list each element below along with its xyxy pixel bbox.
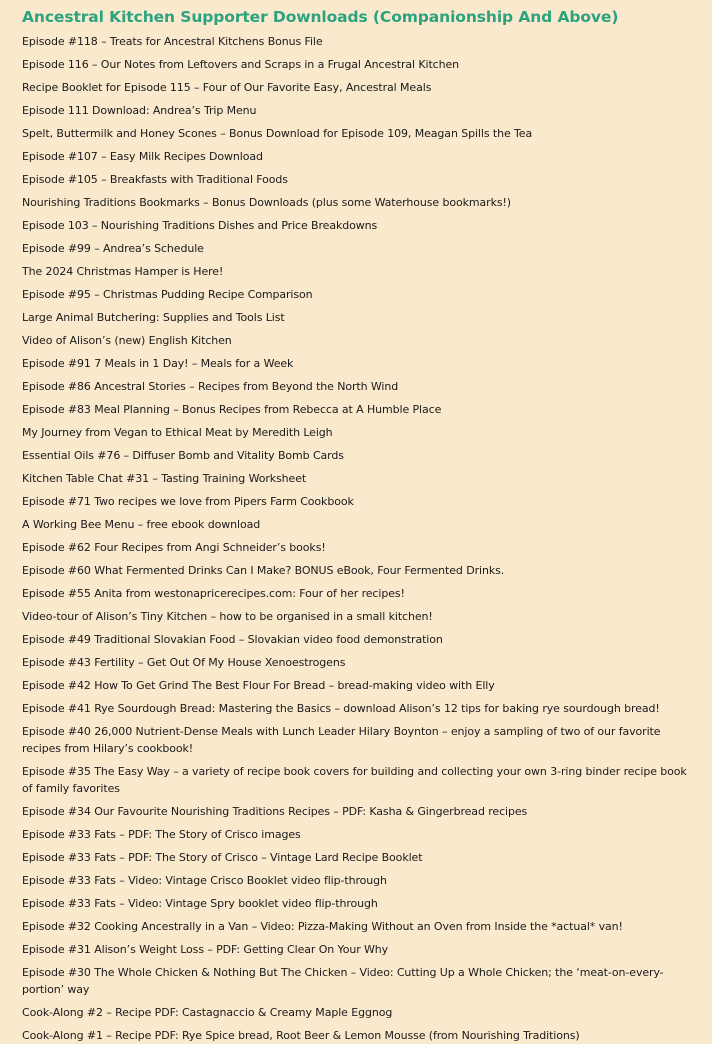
download-link[interactable]: Episode #60 What Fermented Drinks Can I Make? BONUS eBook, Four Fermented Drinks. bbox=[22, 564, 505, 577]
download-link[interactable]: Episode #107 – Easy Milk Recipes Download bbox=[22, 150, 263, 163]
list-item bbox=[22, 424, 698, 441]
list-item bbox=[22, 826, 698, 843]
list-item bbox=[22, 378, 698, 395]
download-link[interactable]: Episode #33 Fats – Video: Vintage Crisco Booklet video flip-through bbox=[22, 874, 387, 887]
download-link[interactable]: Episode #40 26,000 Nutrient-Dense Meals with Lunch Leader Hilary Boynton – enjoy a sampling of two of our favorite recipes from Hilary’s cookbook! bbox=[22, 725, 661, 755]
list-item bbox=[22, 286, 698, 303]
download-link[interactable]: Video-tour of Alison’s Tiny Kitchen – how to be organised in a small kitchen! bbox=[22, 610, 433, 623]
download-link[interactable]: Recipe Booklet for Episode 115 – Four of Our Favorite Easy, Ancestral Meals bbox=[22, 81, 432, 94]
download-link[interactable]: My Journey from Vegan to Ethical Meat by Meredith Leigh bbox=[22, 426, 333, 439]
download-link[interactable]: Episode #32 Cooking Ancestrally in a Van – Video: Pizza-Making Without an Oven from Inside the *actual* van! bbox=[22, 920, 623, 933]
download-link[interactable]: Episode #105 – Breakfasts with Traditional Foods bbox=[22, 173, 288, 186]
list-item bbox=[22, 79, 698, 96]
list-item bbox=[22, 493, 698, 510]
list-item bbox=[22, 355, 698, 372]
download-link[interactable]: Kitchen Table Chat #31 – Tasting Training Worksheet bbox=[22, 472, 307, 485]
list-item bbox=[22, 849, 698, 866]
list-item bbox=[22, 516, 698, 533]
download-link[interactable]: Episode #99 – Andrea’s Schedule bbox=[22, 242, 204, 255]
list-item bbox=[22, 33, 698, 50]
list-item bbox=[22, 763, 698, 797]
download-link[interactable]: Essential Oils #76 – Diffuser Bomb and Vitality Bomb Cards bbox=[22, 449, 344, 462]
list-item bbox=[22, 102, 698, 119]
download-link[interactable]: A Working Bee Menu – free ebook download bbox=[22, 518, 261, 531]
list-item bbox=[22, 263, 698, 280]
list-item bbox=[22, 608, 698, 625]
download-link[interactable]: Episode #35 The Easy Way – a variety of recipe book covers for building and collecting your own 3-ring binder recipe book of family favorites bbox=[22, 765, 687, 795]
list-item bbox=[22, 723, 698, 757]
download-link[interactable]: Episode #33 Fats – Video: Vintage Spry booklet video flip-through bbox=[22, 897, 378, 910]
list-item bbox=[22, 677, 698, 694]
list-item bbox=[22, 872, 698, 889]
download-link[interactable]: Video of Alison’s (new) English Kitchen bbox=[22, 334, 232, 347]
list-item bbox=[22, 895, 698, 912]
download-link[interactable]: Nourishing Traditions Bookmarks – Bonus Downloads (plus some Waterhouse bookmarks!) bbox=[22, 196, 511, 209]
list-item bbox=[22, 332, 698, 349]
download-link[interactable]: Cook-Along #1 – Recipe PDF: Rye Spice bread, Root Beer & Lemon Mousse (from Nourishing Traditions) bbox=[22, 1029, 580, 1042]
list-item bbox=[22, 447, 698, 464]
download-link[interactable]: Large Animal Butchering: Supplies and Tools List bbox=[22, 311, 285, 324]
list-item bbox=[22, 401, 698, 418]
list-item bbox=[22, 171, 698, 188]
download-link[interactable]: Cook-Along #2 – Recipe PDF: Castagnaccio & Creamy Maple Eggnog bbox=[22, 1006, 393, 1019]
download-link[interactable]: Episode #43 Fertility – Get Out Of My House Xenoestrogens bbox=[22, 656, 346, 669]
download-link[interactable]: Episode #30 The Whole Chicken & Nothing But The Chicken – Video: Cutting Up a Whole Chicken; the ‘meat-on-every-portion’ way bbox=[22, 966, 664, 996]
list-item bbox=[22, 539, 698, 556]
download-link[interactable]: Episode 111 Download: Andrea’s Trip Menu bbox=[22, 104, 257, 117]
list-item bbox=[22, 309, 698, 326]
list-item bbox=[22, 631, 698, 648]
download-link[interactable]: Episode #41 Rye Sourdough Bread: Mastering the Basics – download Alison’s 12 tips for baking rye sourdough bread! bbox=[22, 702, 660, 715]
download-link[interactable]: Episode #91 7 Meals in 1 Day! – Meals for a Week bbox=[22, 357, 294, 370]
list-item bbox=[22, 1027, 698, 1044]
download-list bbox=[22, 33, 698, 1044]
download-link[interactable]: Episode #55 Anita from westonapricerecipes.com: Four of her recipes! bbox=[22, 587, 405, 600]
list-item bbox=[22, 240, 698, 257]
section-title: Ancestral Kitchen Supporter Downloads (Companionship And Above) bbox=[22, 8, 619, 26]
download-link[interactable]: Episode #31 Alison’s Weight Loss – PDF: Getting Clear On Your Why bbox=[22, 943, 389, 956]
download-link[interactable]: Episode 103 – Nourishing Traditions Dishes and Price Breakdowns bbox=[22, 219, 378, 232]
download-link[interactable]: Episode #118 – Treats for Ancestral Kitchens Bonus File bbox=[22, 35, 323, 48]
list-item bbox=[22, 148, 698, 165]
download-link[interactable]: Episode #49 Traditional Slovakian Food – Slovakian video food demonstration bbox=[22, 633, 443, 646]
list-item bbox=[22, 941, 698, 958]
list-item bbox=[22, 470, 698, 487]
download-link[interactable]: Episode #34 Our Favourite Nourishing Traditions Recipes – PDF: Kasha & Gingerbread recipes bbox=[22, 805, 528, 818]
download-link[interactable]: Episode #33 Fats – PDF: The Story of Crisco images bbox=[22, 828, 301, 841]
list-item bbox=[22, 700, 698, 717]
download-link[interactable]: Episode #33 Fats – PDF: The Story of Crisco – Vintage Lard Recipe Booklet bbox=[22, 851, 423, 864]
download-link[interactable]: Episode 116 – Our Notes from Leftovers and Scraps in a Frugal Ancestral Kitchen bbox=[22, 58, 460, 71]
list-item bbox=[22, 918, 698, 935]
list-item bbox=[22, 654, 698, 671]
download-link[interactable]: Spelt, Buttermilk and Honey Scones – Bonus Download for Episode 109, Meagan Spills the Tea bbox=[22, 127, 533, 140]
download-link[interactable]: Episode #71 Two recipes we love from Pipers Farm Cookbook bbox=[22, 495, 354, 508]
list-item bbox=[22, 125, 698, 142]
download-link[interactable]: The 2024 Christmas Hamper is Here! bbox=[22, 265, 224, 278]
list-item bbox=[22, 1004, 698, 1021]
list-item bbox=[22, 56, 698, 73]
list-item bbox=[22, 562, 698, 579]
list-item bbox=[22, 194, 698, 211]
download-link[interactable]: Episode #95 – Christmas Pudding Recipe Comparison bbox=[22, 288, 313, 301]
download-link[interactable]: Episode #83 Meal Planning – Bonus Recipes from Rebecca at A Humble Place bbox=[22, 403, 442, 416]
list-item bbox=[22, 585, 698, 602]
list-item bbox=[22, 964, 698, 998]
download-link[interactable]: Episode #42 How To Get Grind The Best Flour For Bread – bread-making video with Elly bbox=[22, 679, 495, 692]
list-item bbox=[22, 217, 698, 234]
download-link[interactable]: Episode #62 Four Recipes from Angi Schneider’s books! bbox=[22, 541, 326, 554]
list-item bbox=[22, 803, 698, 820]
download-link[interactable]: Episode #86 Ancestral Stories – Recipes from Beyond the North Wind bbox=[22, 380, 399, 393]
